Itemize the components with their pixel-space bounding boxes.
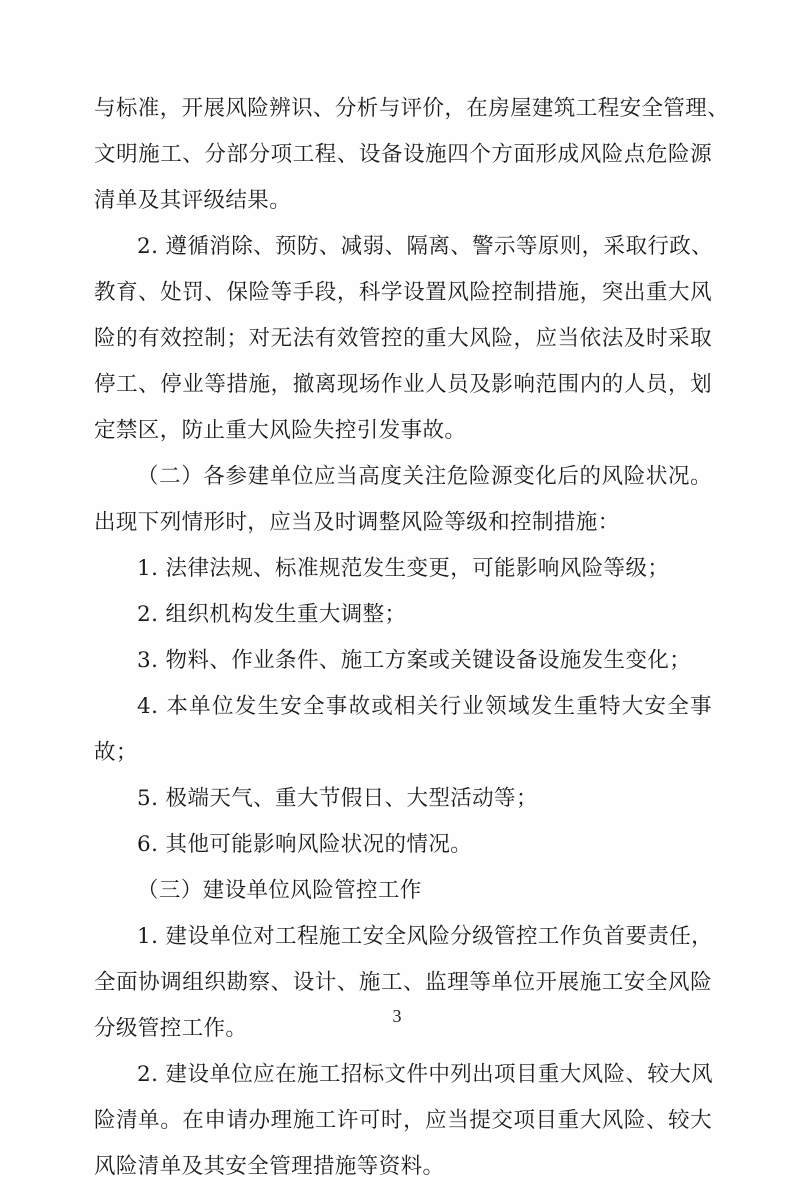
text-line: 风险清单及其安全管理措施等资料。	[94, 1154, 445, 1179]
text-line: 5. 极端天气、重大节假日、大型活动等；	[137, 786, 538, 811]
text-line: 险清单。在申请办理施工许可时，应当提交项目重大风险、较大	[94, 1108, 712, 1133]
text-line: 与标准，开展风险辨识、分析与评价，在房屋建筑工程安全管理、	[94, 96, 730, 121]
text-line: 定禁区，防止重大风险失控引发事故。	[94, 418, 467, 443]
text-line: 险的有效控制；对无法有效管控的重大风险，应当依法及时采取	[94, 326, 712, 351]
text-line: 停工、停业等措施，撤离现场作业人员及影响范围内的人员，划	[94, 372, 712, 397]
text-line: （二）各参建单位应当高度关注危险源变化后的风险状况。	[137, 464, 712, 489]
text-line: 1. 建设单位对工程施工安全风险分级管控工作负首要责任，	[137, 924, 714, 949]
text-line: 出现下列情形时，应当及时调整风险等级和控制措施：	[94, 510, 620, 535]
text-line: 故；	[94, 740, 138, 765]
page-number: 3	[392, 1006, 402, 1026]
text-line: 2. 遵循消除、预防、减弱、隔离、警示等原则，采取行政、	[137, 234, 714, 259]
text-line: 清单及其评级结果。	[94, 188, 292, 213]
text-line: （三）建设单位风险管控工作	[137, 878, 422, 903]
text-line: 教育、处罚、保险等手段，科学设置风险控制措施，突出重大风	[94, 280, 712, 305]
text-line: 1. 法律法规、标准规范发生变更，可能影响风险等级；	[137, 556, 670, 581]
text-line: 2. 建设单位应在施工招标文件中列出项目重大风险、较大风	[137, 1062, 714, 1087]
text-line: 2. 组织机构发生重大调整；	[137, 602, 407, 627]
text-line: 3. 物料、作业条件、施工方案或关键设备设施发生变化；	[137, 648, 692, 673]
text-line: 分级管控工作。	[94, 1016, 248, 1041]
text-line: 4. 本单位发生安全事故或相关行业领域发生重特大安全事	[137, 694, 712, 719]
text-line: 文明施工、分部分项工程、设备设施四个方面形成风险点危险源	[94, 142, 712, 167]
text-line: 全面协调组织勘察、设计、施工、监理等单位开展施工安全风险	[94, 970, 712, 995]
text-line: 6. 其他可能影响风险状况的情况。	[137, 832, 473, 857]
